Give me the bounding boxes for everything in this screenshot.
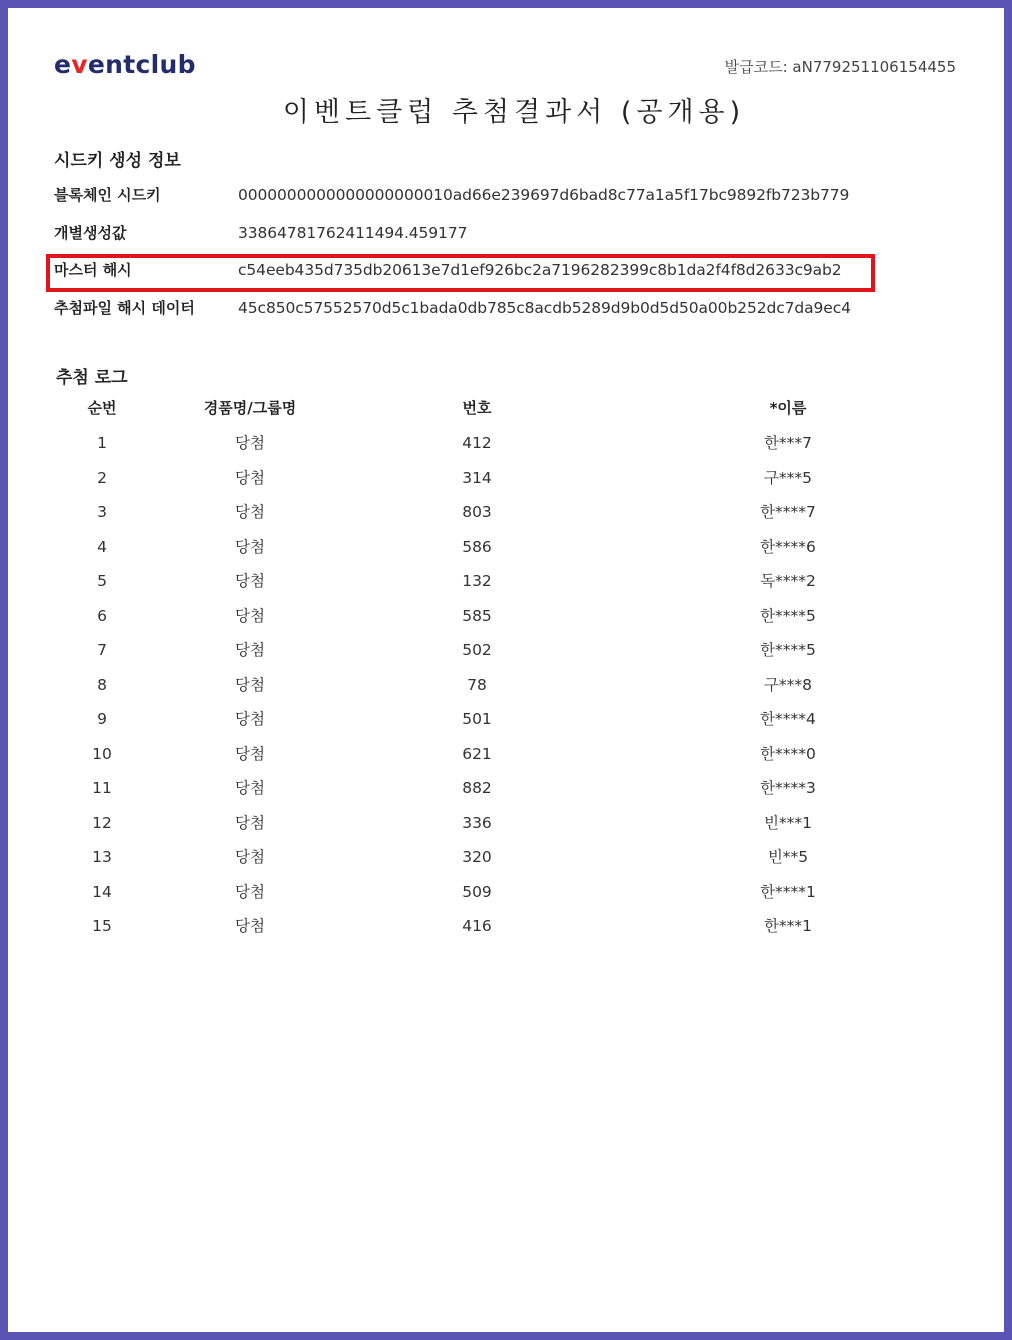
row-number: 132 xyxy=(462,572,492,590)
row-name: 빈***1 xyxy=(763,813,813,832)
row-prize: 당첨 xyxy=(235,572,265,590)
row-prize: 당첨 xyxy=(235,675,265,694)
master-hash-highlight-box xyxy=(46,254,875,292)
issue-code-label: 발급코드: xyxy=(724,58,788,76)
seed-label: 개별생성값 xyxy=(54,224,127,242)
seed-label: 추첨파일 해시 데이터 xyxy=(54,299,195,317)
row-name: 구***8 xyxy=(763,675,813,694)
row-prize: 당첨 xyxy=(235,779,265,797)
column-header-name: *이름 xyxy=(769,399,807,417)
row-name: 한****3 xyxy=(760,779,816,797)
row-number: 501 xyxy=(462,710,492,728)
table-row xyxy=(8,466,1012,490)
table-row xyxy=(8,431,1012,455)
row-order: 5 xyxy=(97,572,107,590)
row-order: 13 xyxy=(92,848,112,866)
row-number: 416 xyxy=(462,917,492,935)
seed-label: 블록체인 시드키 xyxy=(54,186,161,204)
seed-label: 마스터 해시 xyxy=(54,261,132,279)
seed-value: c54eeb435d735db20613e7d1ef926bc2a7196282399c8b1da2f4f8d2633c9ab2 xyxy=(238,261,842,279)
row-order: 4 xyxy=(97,537,107,556)
row-order: 10 xyxy=(92,744,112,763)
row-order: 7 xyxy=(97,641,107,659)
table-row xyxy=(8,880,1012,904)
row-name: 한****5 xyxy=(760,641,816,659)
row-prize: 당첨 xyxy=(235,848,265,866)
row-order: 9 xyxy=(97,710,107,728)
table-row xyxy=(8,914,1012,938)
row-order: 1 xyxy=(97,434,107,452)
issue-code xyxy=(725,56,956,77)
row-order: 2 xyxy=(97,468,107,487)
row-number: 320 xyxy=(462,848,492,866)
row-number: 882 xyxy=(462,779,492,797)
table-row xyxy=(8,811,1012,835)
draw-log-header xyxy=(8,396,1012,420)
row-number: 586 xyxy=(462,537,492,556)
row-prize: 당첨 xyxy=(235,813,265,832)
table-row xyxy=(8,535,1012,559)
row-number: 621 xyxy=(462,744,492,763)
row-name: 한***1 xyxy=(763,917,813,935)
table-row xyxy=(8,604,1012,628)
row-order: 11 xyxy=(92,779,112,797)
table-row xyxy=(8,845,1012,869)
table-row xyxy=(8,776,1012,800)
row-prize: 당첨 xyxy=(235,537,265,556)
issue-code-value: aN779251106154455 xyxy=(792,58,956,76)
draw-log-title: 추첨 로그 xyxy=(56,368,128,388)
row-name: 한***7 xyxy=(763,434,813,452)
row-order: 6 xyxy=(97,606,107,625)
row-number: 78 xyxy=(467,675,487,694)
row-prize: 당첨 xyxy=(235,606,265,625)
column-header-order: 순번 xyxy=(87,399,117,417)
table-row xyxy=(8,500,1012,524)
row-prize: 당첨 xyxy=(235,744,265,763)
row-name: 한****6 xyxy=(760,537,816,556)
seed-info-title: 시드키 생성 정보 xyxy=(54,151,181,171)
row-number: 412 xyxy=(462,434,492,452)
row-prize: 당첨 xyxy=(235,710,265,728)
row-name: 빈**5 xyxy=(767,848,809,866)
row-name: 독****2 xyxy=(760,572,816,590)
row-name: 한****4 xyxy=(760,710,816,728)
row-name: 한****7 xyxy=(760,503,816,521)
seed-value: 0000000000000000000010ad66e239697d6bad8c77a1a5f17bc9892fb723b779 xyxy=(238,186,850,204)
row-number: 314 xyxy=(462,468,492,487)
table-row xyxy=(8,707,1012,731)
row-name: 한****5 xyxy=(760,606,816,625)
row-name: 한****0 xyxy=(760,744,816,763)
seed-value: 33864781762411494.459177 xyxy=(238,224,468,242)
row-prize: 당첨 xyxy=(235,882,265,901)
row-order: 3 xyxy=(97,503,107,521)
column-header-number: 번호 xyxy=(462,399,492,417)
row-order: 15 xyxy=(92,917,112,935)
table-row xyxy=(8,638,1012,662)
row-number: 502 xyxy=(462,641,492,659)
row-name: 한****1 xyxy=(760,882,816,901)
row-number: 585 xyxy=(462,606,492,625)
table-row xyxy=(8,742,1012,766)
table-row xyxy=(8,569,1012,593)
eventclub-logo: eventclub xyxy=(54,50,196,79)
row-prize: 당첨 xyxy=(235,434,265,452)
row-name: 구***5 xyxy=(763,468,813,487)
row-prize: 당첨 xyxy=(235,503,265,521)
row-order: 8 xyxy=(97,675,107,694)
row-prize: 당첨 xyxy=(235,917,265,935)
row-number: 509 xyxy=(462,882,492,901)
document-title: 이벤트클럽 추첨결과서 (공개용) xyxy=(282,97,746,128)
column-header-prize: 경품명/그룹명 xyxy=(203,399,297,417)
seed-value: 45c850c57552570d5c1bada0db785c8acdb5289d9b0d5d50a00b252dc7da9ec4 xyxy=(238,299,851,317)
table-row xyxy=(8,673,1012,697)
row-prize: 당첨 xyxy=(235,468,265,487)
row-prize: 당첨 xyxy=(235,641,265,659)
row-order: 12 xyxy=(92,813,112,832)
row-number: 336 xyxy=(462,813,492,832)
row-order: 14 xyxy=(92,882,112,901)
row-number: 803 xyxy=(462,503,492,521)
